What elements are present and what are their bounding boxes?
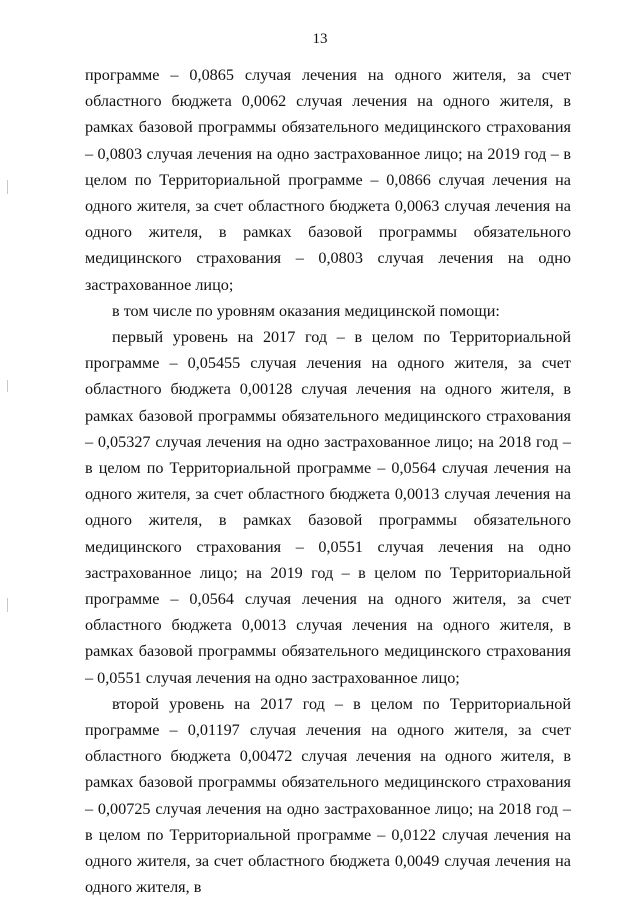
paragraph-first-level: первый уровень на 2017 год – в целом по Территориальной программе – 0,05455 случая лечения на одного жителя, за счет областного бюджета 0,00128 случая лечения на одного жителя, в рамках базовой программы обязательного медицинского страхования – 0,05327 случая лечения на одно застрахованное лицо; на 2018 год – в целом по Территориальной программе – 0,0564 случая лечения на одного жителя, за счет областного бюджета 0,0013 случая лечения на одного жителя, в рамках базовой программы обязательного медицинского страхования – 0,0551 случая лечения на одно застрахованное лицо; на 2019 год – в целом по Территориальной программе – 0,0564 случая лечения на одного жителя, за счет областного бюджета 0,0013 случая лечения на одного жителя, в рамках базовой программы обязательного медицинского страхования – 0,0551 случая лечения на одно застрахованное лицо; [85, 328, 571, 687]
paragraph-levels-intro: в том числе по уровням оказания медицинской помощи: [112, 301, 500, 320]
body-text [85, 62, 571, 901]
paragraph-continuation: программе – 0,0865 случая лечения на одного жителя, за счет областного бюджета 0,0062 случая лечения на одного жителя, в рамках базовой программы обязательного медицинского страхования – 0,0803 случая лечения на одно застрахованное лицо; на 2019 год – в целом по Территориальной программе – 0,0866 случая лечения на одного жителя, за счет областного бюджета 0,0063 случая лечения на одного жителя, в рамках базовой программы обязательного медицинского страхования – 0,0803 случая лечения на одно застрахованное лицо; [85, 66, 571, 294]
scan-edge-mark [7, 180, 8, 194]
scan-edge-mark [7, 598, 8, 612]
paragraph-second-level: второй уровень на 2017 год – в целом по Территориальной программе – 0,01197 случая лечения на одного жителя, за счет областного бюджета 0,00472 случая лечения на одного жителя, в рамках базовой программы обязательного медицинского страхования – 0,00725 случая лечения на одно застрахованное лицо; на 2018 год – в целом по Территориальной программе – 0,0122 случая лечения на одного жителя, за счет областного бюджета 0,0049 случая лечения на одного жителя, в [85, 694, 571, 897]
scan-edge-mark [7, 380, 8, 392]
page-number: 13 [312, 31, 328, 47]
